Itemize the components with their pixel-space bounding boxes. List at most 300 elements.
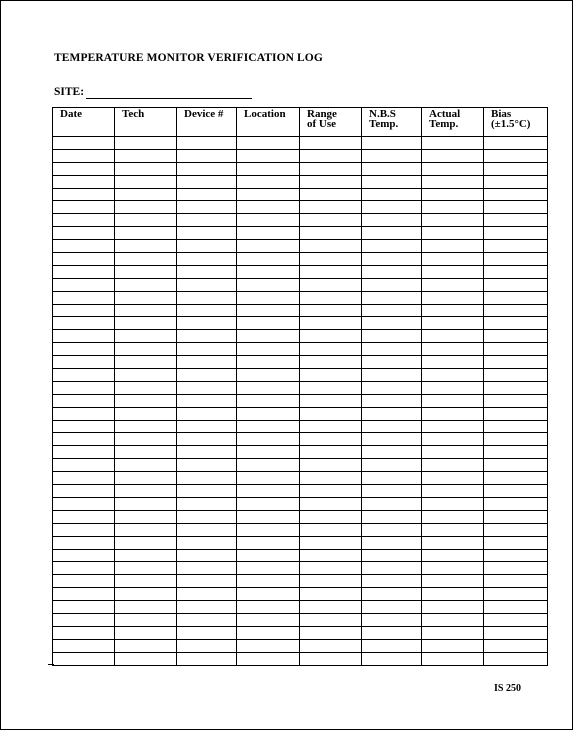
- table-cell[interactable]: [422, 588, 484, 601]
- table-cell[interactable]: [177, 588, 237, 601]
- table-cell[interactable]: [53, 575, 115, 588]
- table-cell[interactable]: [53, 394, 115, 407]
- table-cell[interactable]: [177, 613, 237, 626]
- table-cell[interactable]: [53, 446, 115, 459]
- table-cell[interactable]: [300, 497, 362, 510]
- table-cell[interactable]: [362, 201, 422, 214]
- table-cell[interactable]: [177, 253, 237, 266]
- table-cell[interactable]: [484, 639, 548, 652]
- table-cell[interactable]: [422, 459, 484, 472]
- table-cell[interactable]: [177, 356, 237, 369]
- table-cell[interactable]: [362, 536, 422, 549]
- table-cell[interactable]: [115, 485, 177, 498]
- table-cell[interactable]: [237, 175, 300, 188]
- table-cell[interactable]: [300, 394, 362, 407]
- table-cell[interactable]: [177, 149, 237, 162]
- table-cell[interactable]: [362, 652, 422, 665]
- table-cell[interactable]: [177, 265, 237, 278]
- table-cell[interactable]: [177, 549, 237, 562]
- table-cell[interactable]: [300, 137, 362, 150]
- table-cell[interactable]: [115, 601, 177, 614]
- table-cell[interactable]: [300, 472, 362, 485]
- table-cell[interactable]: [484, 253, 548, 266]
- table-cell[interactable]: [362, 317, 422, 330]
- table-cell[interactable]: [237, 253, 300, 266]
- table-cell[interactable]: [422, 407, 484, 420]
- table-cell[interactable]: [177, 446, 237, 459]
- table-cell[interactable]: [300, 253, 362, 266]
- table-cell[interactable]: [115, 497, 177, 510]
- table-cell[interactable]: [237, 562, 300, 575]
- table-cell[interactable]: [53, 472, 115, 485]
- table-cell[interactable]: [53, 523, 115, 536]
- table-cell[interactable]: [422, 601, 484, 614]
- table-cell[interactable]: [362, 137, 422, 150]
- table-cell[interactable]: [484, 536, 548, 549]
- table-cell[interactable]: [53, 485, 115, 498]
- table-cell[interactable]: [422, 330, 484, 343]
- table-cell[interactable]: [177, 214, 237, 227]
- table-cell[interactable]: [484, 652, 548, 665]
- table-cell[interactable]: [237, 265, 300, 278]
- table-cell[interactable]: [300, 536, 362, 549]
- table-cell[interactable]: [362, 394, 422, 407]
- table-cell[interactable]: [422, 613, 484, 626]
- table-cell[interactable]: [53, 201, 115, 214]
- table-cell[interactable]: [484, 317, 548, 330]
- table-cell[interactable]: [422, 639, 484, 652]
- table-cell[interactable]: [422, 304, 484, 317]
- table-cell[interactable]: [53, 562, 115, 575]
- table-cell[interactable]: [53, 317, 115, 330]
- table-cell[interactable]: [53, 459, 115, 472]
- table-cell[interactable]: [53, 536, 115, 549]
- table-cell[interactable]: [362, 420, 422, 433]
- table-cell[interactable]: [53, 240, 115, 253]
- table-cell[interactable]: [362, 175, 422, 188]
- table-cell[interactable]: [237, 601, 300, 614]
- table-cell[interactable]: [300, 240, 362, 253]
- table-cell[interactable]: [362, 369, 422, 382]
- table-cell[interactable]: [115, 549, 177, 562]
- table-cell[interactable]: [237, 472, 300, 485]
- table-cell[interactable]: [237, 278, 300, 291]
- table-cell[interactable]: [422, 356, 484, 369]
- table-cell[interactable]: [115, 394, 177, 407]
- table-cell[interactable]: [422, 253, 484, 266]
- table-cell[interactable]: [422, 240, 484, 253]
- table-cell[interactable]: [422, 175, 484, 188]
- table-cell[interactable]: [484, 549, 548, 562]
- table-cell[interactable]: [362, 639, 422, 652]
- table-cell[interactable]: [115, 214, 177, 227]
- table-cell[interactable]: [422, 652, 484, 665]
- table-cell[interactable]: [177, 407, 237, 420]
- table-cell[interactable]: [53, 175, 115, 188]
- table-cell[interactable]: [300, 652, 362, 665]
- table-cell[interactable]: [115, 201, 177, 214]
- table-cell[interactable]: [53, 137, 115, 150]
- table-cell[interactable]: [362, 497, 422, 510]
- table-cell[interactable]: [484, 214, 548, 227]
- table-cell[interactable]: [422, 137, 484, 150]
- table-cell[interactable]: [177, 369, 237, 382]
- table-cell[interactable]: [115, 369, 177, 382]
- table-cell[interactable]: [115, 265, 177, 278]
- table-cell[interactable]: [177, 343, 237, 356]
- table-cell[interactable]: [484, 420, 548, 433]
- table-cell[interactable]: [300, 639, 362, 652]
- table-cell[interactable]: [177, 497, 237, 510]
- table-cell[interactable]: [300, 433, 362, 446]
- table-cell[interactable]: [362, 626, 422, 639]
- table-cell[interactable]: [300, 278, 362, 291]
- table-cell[interactable]: [300, 626, 362, 639]
- table-cell[interactable]: [237, 613, 300, 626]
- table-cell[interactable]: [300, 304, 362, 317]
- table-cell[interactable]: [300, 317, 362, 330]
- table-cell[interactable]: [300, 601, 362, 614]
- table-cell[interactable]: [177, 485, 237, 498]
- table-cell[interactable]: [300, 227, 362, 240]
- table-cell[interactable]: [53, 549, 115, 562]
- table-cell[interactable]: [300, 485, 362, 498]
- table-cell[interactable]: [115, 639, 177, 652]
- table-cell[interactable]: [362, 446, 422, 459]
- table-cell[interactable]: [237, 536, 300, 549]
- table-cell[interactable]: [177, 381, 237, 394]
- table-cell[interactable]: [484, 381, 548, 394]
- table-cell[interactable]: [422, 214, 484, 227]
- table-cell[interactable]: [115, 562, 177, 575]
- table-cell[interactable]: [115, 536, 177, 549]
- table-cell[interactable]: [53, 639, 115, 652]
- table-cell[interactable]: [484, 510, 548, 523]
- table-cell[interactable]: [115, 613, 177, 626]
- table-cell[interactable]: [237, 394, 300, 407]
- table-cell[interactable]: [362, 253, 422, 266]
- table-cell[interactable]: [422, 562, 484, 575]
- table-cell[interactable]: [300, 381, 362, 394]
- table-cell[interactable]: [422, 278, 484, 291]
- table-cell[interactable]: [115, 459, 177, 472]
- table-cell[interactable]: [237, 201, 300, 214]
- table-cell[interactable]: [177, 575, 237, 588]
- table-cell[interactable]: [484, 626, 548, 639]
- table-cell[interactable]: [300, 188, 362, 201]
- table-cell[interactable]: [362, 356, 422, 369]
- table-cell[interactable]: [177, 433, 237, 446]
- table-cell[interactable]: [53, 265, 115, 278]
- table-cell[interactable]: [115, 330, 177, 343]
- table-cell[interactable]: [484, 227, 548, 240]
- table-cell[interactable]: [422, 343, 484, 356]
- table-cell[interactable]: [362, 485, 422, 498]
- table-cell[interactable]: [362, 265, 422, 278]
- table-cell[interactable]: [300, 291, 362, 304]
- table-cell[interactable]: [53, 497, 115, 510]
- table-cell[interactable]: [115, 446, 177, 459]
- table-cell[interactable]: [362, 613, 422, 626]
- table-cell[interactable]: [237, 240, 300, 253]
- table-cell[interactable]: [237, 523, 300, 536]
- table-cell[interactable]: [362, 304, 422, 317]
- table-cell[interactable]: [237, 626, 300, 639]
- table-cell[interactable]: [362, 523, 422, 536]
- table-cell[interactable]: [115, 575, 177, 588]
- table-cell[interactable]: [484, 137, 548, 150]
- table-cell[interactable]: [115, 240, 177, 253]
- table-cell[interactable]: [422, 188, 484, 201]
- table-cell[interactable]: [53, 253, 115, 266]
- table-cell[interactable]: [484, 497, 548, 510]
- table-cell[interactable]: [237, 407, 300, 420]
- table-cell[interactable]: [115, 626, 177, 639]
- table-cell[interactable]: [362, 291, 422, 304]
- table-cell[interactable]: [422, 510, 484, 523]
- table-cell[interactable]: [300, 407, 362, 420]
- table-cell[interactable]: [484, 291, 548, 304]
- table-cell[interactable]: [300, 446, 362, 459]
- table-cell[interactable]: [300, 523, 362, 536]
- table-cell[interactable]: [484, 188, 548, 201]
- table-cell[interactable]: [300, 175, 362, 188]
- table-cell[interactable]: [422, 265, 484, 278]
- table-cell[interactable]: [362, 588, 422, 601]
- table-cell[interactable]: [115, 356, 177, 369]
- table-cell[interactable]: [115, 253, 177, 266]
- table-cell[interactable]: [484, 175, 548, 188]
- table-cell[interactable]: [362, 227, 422, 240]
- table-cell[interactable]: [422, 420, 484, 433]
- table-cell[interactable]: [177, 420, 237, 433]
- table-cell[interactable]: [484, 459, 548, 472]
- table-cell[interactable]: [484, 446, 548, 459]
- table-cell[interactable]: [115, 227, 177, 240]
- table-cell[interactable]: [177, 317, 237, 330]
- table-cell[interactable]: [177, 227, 237, 240]
- table-cell[interactable]: [53, 588, 115, 601]
- table-cell[interactable]: [115, 278, 177, 291]
- table-cell[interactable]: [237, 137, 300, 150]
- table-cell[interactable]: [53, 433, 115, 446]
- table-cell[interactable]: [177, 562, 237, 575]
- table-cell[interactable]: [177, 278, 237, 291]
- table-cell[interactable]: [237, 510, 300, 523]
- table-cell[interactable]: [177, 601, 237, 614]
- table-cell[interactable]: [362, 162, 422, 175]
- table-cell[interactable]: [422, 472, 484, 485]
- table-cell[interactable]: [422, 497, 484, 510]
- table-cell[interactable]: [177, 162, 237, 175]
- table-cell[interactable]: [300, 588, 362, 601]
- table-cell[interactable]: [237, 291, 300, 304]
- table-cell[interactable]: [237, 214, 300, 227]
- table-cell[interactable]: [53, 162, 115, 175]
- table-cell[interactable]: [115, 304, 177, 317]
- table-cell[interactable]: [362, 214, 422, 227]
- table-cell[interactable]: [300, 369, 362, 382]
- table-cell[interactable]: [484, 149, 548, 162]
- table-cell[interactable]: [53, 420, 115, 433]
- table-cell[interactable]: [237, 652, 300, 665]
- table-cell[interactable]: [177, 304, 237, 317]
- table-cell[interactable]: [484, 343, 548, 356]
- table-cell[interactable]: [177, 639, 237, 652]
- table-cell[interactable]: [484, 485, 548, 498]
- table-cell[interactable]: [237, 433, 300, 446]
- table-cell[interactable]: [53, 652, 115, 665]
- table-cell[interactable]: [115, 137, 177, 150]
- table-cell[interactable]: [484, 330, 548, 343]
- table-cell[interactable]: [362, 433, 422, 446]
- table-cell[interactable]: [177, 137, 237, 150]
- table-cell[interactable]: [237, 188, 300, 201]
- table-cell[interactable]: [177, 652, 237, 665]
- table-cell[interactable]: [484, 240, 548, 253]
- table-cell[interactable]: [300, 510, 362, 523]
- table-cell[interactable]: [115, 420, 177, 433]
- table-cell[interactable]: [484, 162, 548, 175]
- table-cell[interactable]: [115, 472, 177, 485]
- table-cell[interactable]: [362, 472, 422, 485]
- site-input-line[interactable]: [86, 98, 252, 99]
- table-cell[interactable]: [484, 433, 548, 446]
- table-cell[interactable]: [362, 601, 422, 614]
- table-cell[interactable]: [300, 459, 362, 472]
- table-cell[interactable]: [53, 214, 115, 227]
- table-cell[interactable]: [177, 291, 237, 304]
- table-cell[interactable]: [362, 278, 422, 291]
- table-cell[interactable]: [300, 214, 362, 227]
- table-cell[interactable]: [53, 188, 115, 201]
- table-cell[interactable]: [177, 240, 237, 253]
- table-cell[interactable]: [53, 304, 115, 317]
- table-cell[interactable]: [53, 407, 115, 420]
- table-cell[interactable]: [53, 149, 115, 162]
- table-cell[interactable]: [422, 394, 484, 407]
- table-cell[interactable]: [362, 381, 422, 394]
- table-cell[interactable]: [237, 485, 300, 498]
- table-cell[interactable]: [422, 433, 484, 446]
- table-cell[interactable]: [300, 562, 362, 575]
- table-cell[interactable]: [237, 227, 300, 240]
- table-cell[interactable]: [177, 510, 237, 523]
- table-cell[interactable]: [484, 613, 548, 626]
- table-cell[interactable]: [115, 381, 177, 394]
- table-cell[interactable]: [53, 381, 115, 394]
- table-cell[interactable]: [115, 523, 177, 536]
- table-cell[interactable]: [53, 227, 115, 240]
- table-cell[interactable]: [484, 562, 548, 575]
- table-cell[interactable]: [300, 265, 362, 278]
- table-cell[interactable]: [177, 626, 237, 639]
- table-cell[interactable]: [115, 588, 177, 601]
- table-cell[interactable]: [53, 613, 115, 626]
- table-cell[interactable]: [300, 549, 362, 562]
- table-cell[interactable]: [237, 549, 300, 562]
- table-cell[interactable]: [300, 613, 362, 626]
- table-cell[interactable]: [177, 201, 237, 214]
- table-cell[interactable]: [422, 162, 484, 175]
- table-cell[interactable]: [362, 240, 422, 253]
- table-cell[interactable]: [237, 317, 300, 330]
- table-cell[interactable]: [422, 291, 484, 304]
- table-cell[interactable]: [362, 407, 422, 420]
- table-cell[interactable]: [53, 330, 115, 343]
- table-cell[interactable]: [115, 343, 177, 356]
- table-cell[interactable]: [237, 420, 300, 433]
- table-cell[interactable]: [362, 330, 422, 343]
- table-cell[interactable]: [484, 472, 548, 485]
- table-cell[interactable]: [422, 626, 484, 639]
- table-cell[interactable]: [484, 394, 548, 407]
- table-cell[interactable]: [422, 523, 484, 536]
- table-cell[interactable]: [115, 433, 177, 446]
- table-cell[interactable]: [362, 343, 422, 356]
- table-cell[interactable]: [362, 188, 422, 201]
- table-cell[interactable]: [237, 639, 300, 652]
- table-cell[interactable]: [115, 149, 177, 162]
- table-cell[interactable]: [484, 369, 548, 382]
- table-cell[interactable]: [237, 356, 300, 369]
- table-cell[interactable]: [300, 201, 362, 214]
- table-cell[interactable]: [177, 394, 237, 407]
- table-cell[interactable]: [484, 356, 548, 369]
- table-cell[interactable]: [300, 356, 362, 369]
- table-cell[interactable]: [237, 381, 300, 394]
- table-cell[interactable]: [422, 575, 484, 588]
- table-cell[interactable]: [237, 575, 300, 588]
- table-cell[interactable]: [422, 549, 484, 562]
- table-cell[interactable]: [53, 626, 115, 639]
- table-cell[interactable]: [422, 149, 484, 162]
- table-cell[interactable]: [177, 536, 237, 549]
- table-cell[interactable]: [362, 149, 422, 162]
- table-cell[interactable]: [237, 162, 300, 175]
- table-cell[interactable]: [115, 162, 177, 175]
- table-cell[interactable]: [237, 330, 300, 343]
- table-cell[interactable]: [484, 278, 548, 291]
- table-cell[interactable]: [115, 291, 177, 304]
- table-cell[interactable]: [300, 420, 362, 433]
- table-cell[interactable]: [115, 652, 177, 665]
- table-cell[interactable]: [53, 278, 115, 291]
- table-cell[interactable]: [422, 317, 484, 330]
- table-cell[interactable]: [177, 330, 237, 343]
- table-cell[interactable]: [300, 575, 362, 588]
- table-cell[interactable]: [484, 575, 548, 588]
- table-cell[interactable]: [422, 227, 484, 240]
- table-cell[interactable]: [237, 446, 300, 459]
- table-cell[interactable]: [53, 291, 115, 304]
- table-cell[interactable]: [237, 497, 300, 510]
- table-cell[interactable]: [484, 304, 548, 317]
- table-cell[interactable]: [422, 369, 484, 382]
- table-cell[interactable]: [300, 162, 362, 175]
- table-cell[interactable]: [300, 343, 362, 356]
- table-cell[interactable]: [422, 485, 484, 498]
- table-cell[interactable]: [115, 510, 177, 523]
- table-cell[interactable]: [237, 149, 300, 162]
- table-cell[interactable]: [422, 536, 484, 549]
- table-cell[interactable]: [115, 317, 177, 330]
- table-cell[interactable]: [422, 381, 484, 394]
- table-cell[interactable]: [484, 601, 548, 614]
- table-cell[interactable]: [177, 188, 237, 201]
- table-cell[interactable]: [300, 149, 362, 162]
- table-cell[interactable]: [362, 575, 422, 588]
